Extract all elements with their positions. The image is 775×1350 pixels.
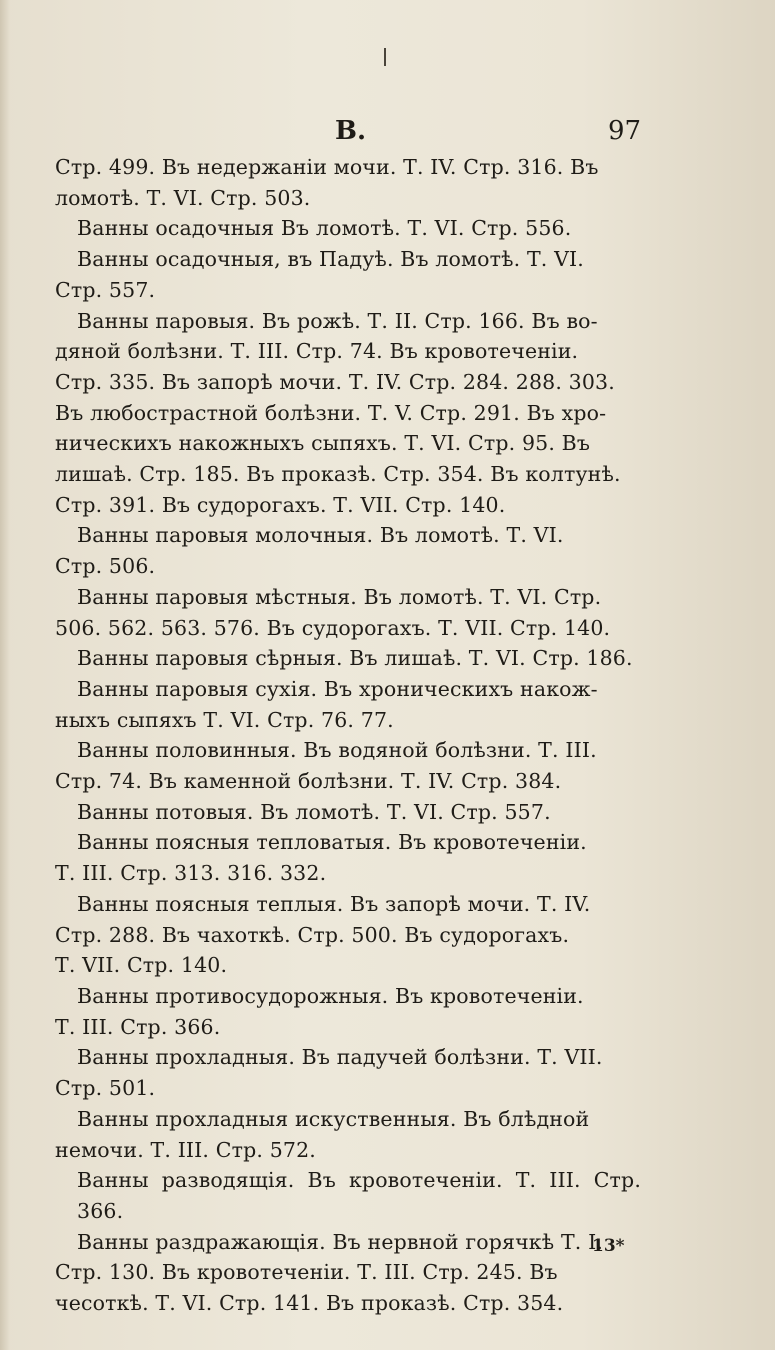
entry-line: Ванны разводящія. Въ кровотеченіи. Т. III. Стр. 366. <box>77 1168 641 1223</box>
entry-line: Т. VII. Стр. 140. <box>55 953 228 978</box>
entry-line: ломотѣ. Т. VI. Стр. 503. <box>55 185 311 210</box>
entry-line: дяной болѣзни. Т. III. Стр. 74. Въ кровотеченіи. <box>55 339 579 364</box>
entry-line: Въ любострастной болѣзни. Т. V. Стр. 291. Въ хро- <box>55 400 607 425</box>
entry-line: Т. III. Стр. 313. 316. 332. <box>55 861 327 886</box>
entry-line: Стр. 557. <box>55 277 156 302</box>
entry-line: Ванны паровыя мѣстныя. Въ ломотѣ. Т. VI. Стр. <box>77 584 602 609</box>
index-entry <box>55 889 641 981</box>
entry-line: Ванны паровыя сухія. Въ хроническихъ накож- <box>77 676 598 701</box>
index-entry <box>55 213 641 244</box>
entry-line: Ванны поясныя тепловатыя. Въ кровотеченіи. <box>77 830 587 855</box>
entry-line: Ванны осадочныя, въ Падуѣ. Въ ломотѣ. Т. VI. <box>77 247 584 272</box>
entry-line: Ванны прохладныя искуственныя. Въ блѣдной <box>77 1106 590 1131</box>
entry-line: Ванны противосудорожныя. Въ кровотеченіи. <box>77 983 584 1008</box>
page-number: 97 <box>608 116 642 146</box>
entry-line: Ванны раздражающія. Въ нервной горячкѣ Т. I. <box>77 1229 604 1254</box>
entry-line: ныхъ сыпяхъ Т. VI. Стр. 76. 77. <box>55 707 394 732</box>
entry-line: Ванны паровыя сѣрныя. Въ лишаѣ. Т. VI. Стр. 186. <box>77 646 633 671</box>
entry-line: Стр. 501. <box>55 1076 156 1101</box>
index-entry <box>55 1165 641 1226</box>
page-edge-shadow <box>0 0 10 1350</box>
index-entry <box>55 797 641 828</box>
entry-line: Ванны паровыя. Въ рожѣ. Т. II. Стр. 166. Въ во- <box>77 308 598 333</box>
entry-line: Стр. 391. Въ судорогахъ. Т. VII. Стр. 140. <box>55 492 506 517</box>
entry-line: Ванны половинныя. Въ водяной болѣзни. Т. III. <box>77 738 597 763</box>
index-entry <box>55 674 641 735</box>
entry-line: Ванны прохладныя. Въ падучей болѣзни. Т. VII. <box>77 1045 603 1070</box>
entry-line: Стр. 74. Въ каменной болѣзни. Т. IV. Стр. 384. <box>55 769 562 794</box>
top-margin-mark <box>384 48 386 66</box>
entry-line: Стр. 130. Въ кровотеченіи. Т. III. Стр. 245. Въ <box>55 1260 558 1285</box>
running-header <box>0 116 775 150</box>
header-letter: В. <box>335 116 367 146</box>
entry-line: ническихъ накожныхъ сыпяхъ. Т. VI. Стр. 95. Въ <box>55 431 591 456</box>
entry-line: Стр. 499. Въ недержаніи мочи. Т. IV. Стр. 316. Въ <box>55 155 599 179</box>
index-entry <box>55 520 641 581</box>
entry-line: Ванны потовыя. Въ ломотѣ. Т. VI. Стр. 557. <box>77 799 551 824</box>
index-entry <box>55 1104 641 1165</box>
index-entry <box>55 827 641 888</box>
index-entry <box>55 306 641 521</box>
index-entry <box>55 643 641 674</box>
entry-line: немочи. Т. III. Стр. 572. <box>55 1137 316 1162</box>
signature-mark: 13* <box>592 1236 625 1256</box>
entry-line: Стр. 288. Въ чахоткѣ. Стр. 500. Въ судорогахъ. <box>55 922 570 947</box>
index-entry <box>55 1042 641 1103</box>
entry-line: Ванны осадочныя Въ ломотѣ. Т. VI. Стр. 556. <box>77 216 572 241</box>
entry-line: лишаѣ. Стр. 185. Въ проказѣ. Стр. 354. Въ колтунѣ. <box>55 462 621 487</box>
entry-line: Ванны поясныя теплыя. Въ запорѣ мочи. Т. IV. <box>77 891 591 916</box>
index-entry <box>55 735 641 796</box>
index-entry <box>55 152 641 213</box>
entry-line: Ванны паровыя молочныя. Въ ломотѣ. Т. VI. <box>77 523 564 548</box>
index-entry <box>55 1227 641 1319</box>
entry-line: 506. 562. 563. 576. Въ судорогахъ. Т. VII. Стр. 140. <box>55 615 611 640</box>
index-entry <box>55 244 641 305</box>
entry-line: Стр. 335. Въ запорѣ мочи. Т. IV. Стр. 284. 288. 303. <box>55 369 615 394</box>
entry-line: чесоткѣ. Т. VI. Стр. 141. Въ проказѣ. Стр. 354. <box>55 1291 564 1316</box>
index-entry <box>55 981 641 1042</box>
entry-line: Стр. 506. <box>55 554 156 579</box>
index-text <box>55 152 641 1319</box>
index-entry <box>55 582 641 643</box>
entry-line: Т. III. Стр. 366. <box>55 1014 221 1039</box>
